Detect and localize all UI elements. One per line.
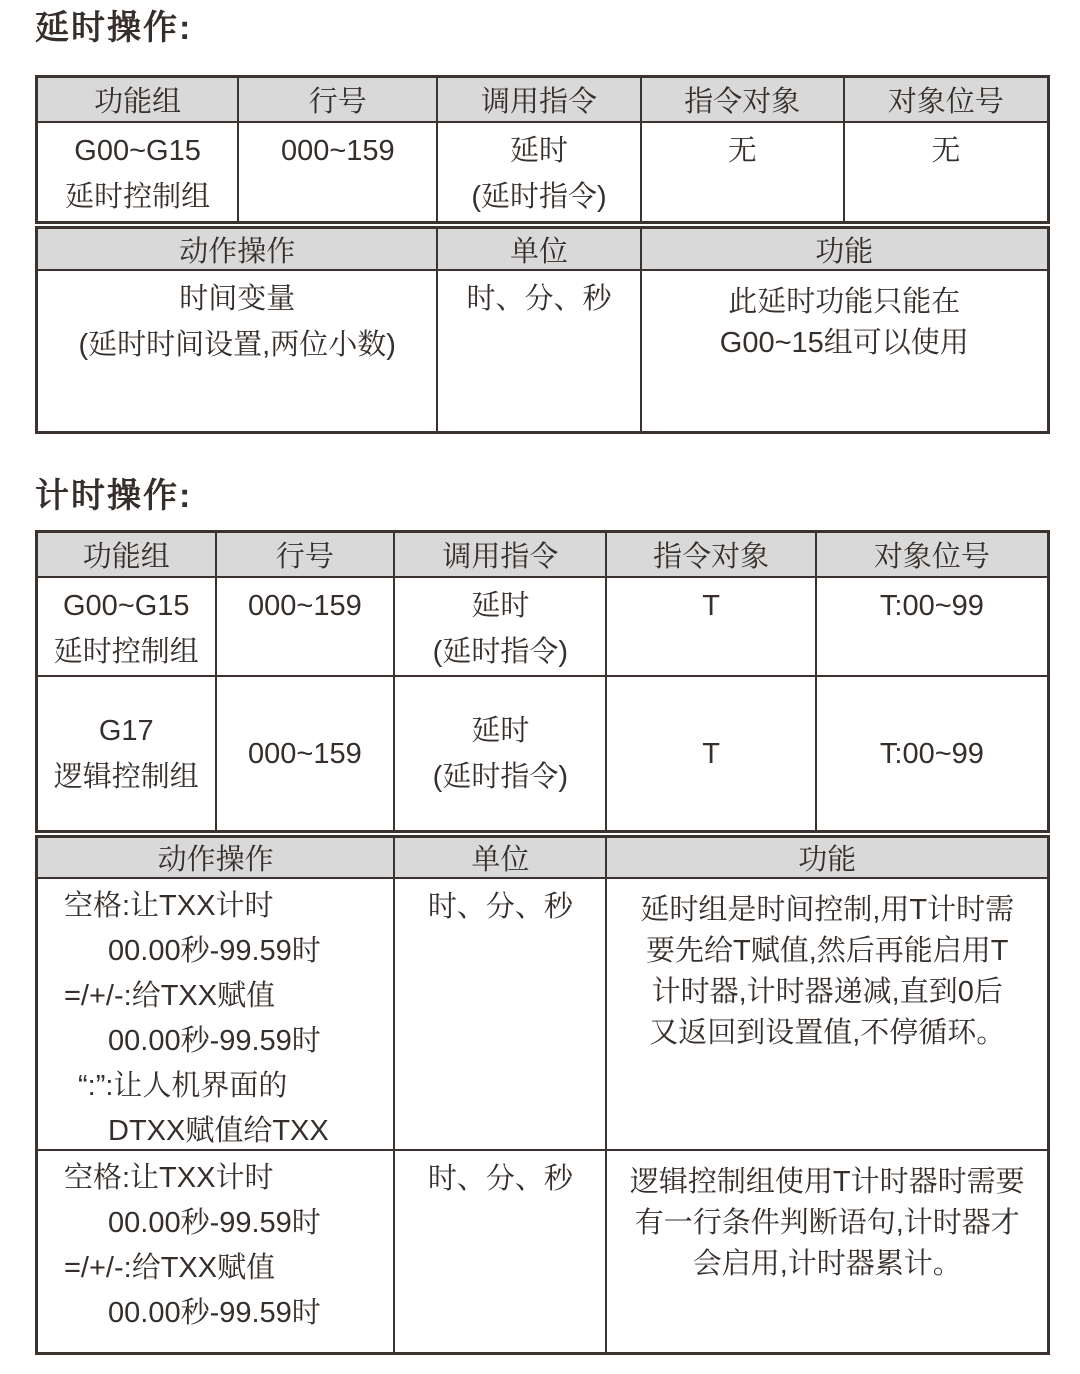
timer-detail-table	[35, 835, 1050, 1355]
delay-operation-section	[35, 6, 1050, 434]
cell-function	[607, 1151, 1047, 1352]
cell-line: =/+/-:给TXX赋值	[64, 1252, 276, 1284]
cell-object-bit: T:00~99	[817, 578, 1047, 677]
cell-instruction-object: 无	[642, 123, 845, 221]
cell-line: (延时指令)	[432, 760, 568, 793]
column-header-function: 功能	[642, 229, 1047, 271]
column-header-function-group: 功能组	[38, 533, 217, 578]
cell-line: 有一行条件判断语句,计时器才	[634, 1207, 1020, 1239]
delay-section-title: 延时操作:	[35, 9, 193, 47]
cell-line-number: 000~159	[217, 578, 396, 677]
cell-instruction-object: T	[607, 578, 816, 677]
cell-line: 空格:让TXX计时	[64, 890, 274, 922]
timer-section-title: 计时操作:	[35, 477, 193, 515]
column-header-unit: 单位	[395, 838, 607, 879]
cell-call-instruction	[395, 578, 607, 677]
cell-line: 延时控制组	[53, 636, 199, 668]
column-header-instruction-object: 指令对象	[607, 533, 816, 578]
column-header-function-group: 功能组	[38, 78, 239, 123]
delay-spec-table	[35, 75, 1050, 224]
cell-unit: 时、分、秒	[395, 1151, 607, 1352]
cell-line: 逻辑控制组使用T计时器时需要	[629, 1166, 1025, 1198]
cell-line: (延时指令)	[432, 636, 568, 668]
cell-object-bit: 无	[931, 135, 961, 167]
cell-function	[607, 879, 1047, 1151]
cell-line: (延时时间设置,两位小数)	[78, 329, 396, 361]
column-header-object-bit: 对象位号	[817, 533, 1047, 578]
cell-object-bit: T:00~99	[879, 737, 984, 770]
cell-line: 会启用,计时器累计。	[692, 1248, 962, 1280]
cell-line: 00.00秒-99.59时	[108, 1207, 321, 1239]
cell-line: =/+/-:给TXX赋值	[64, 980, 276, 1012]
timer-operation-section	[35, 474, 1050, 1355]
cell-line: (延时指令)	[471, 181, 607, 213]
column-header-line-number: 行号	[239, 78, 438, 123]
cell-line: “:”:让人机界面的	[78, 1070, 288, 1102]
cell-action	[38, 879, 395, 1151]
cell-unit: 时、分、秒	[395, 879, 607, 1151]
cell-line: 要先给T赋值,然后再能启用T	[645, 935, 1009, 967]
column-header-action: 动作操作	[38, 229, 438, 271]
cell-line: G00~G15	[74, 135, 201, 167]
cell-line: 延时控制组	[65, 181, 211, 213]
cell-call-instruction	[438, 123, 641, 221]
cell-line: 此延时功能只能在	[728, 286, 961, 318]
column-header-line-number: 行号	[217, 533, 396, 578]
cell-line: 延时组是时间控制,用T计时需	[640, 894, 1015, 926]
cell-instruction-object: T	[607, 677, 816, 830]
cell-line: G17	[98, 714, 154, 747]
cell-line: 00.00秒-99.59时	[108, 1297, 321, 1329]
cell-function-group	[38, 677, 217, 830]
cell-function-group	[38, 578, 217, 677]
cell-call-instruction	[395, 677, 607, 830]
cell-line: 时间变量	[179, 283, 296, 315]
cell-function-group	[38, 123, 239, 221]
cell-line: G00~15组可以使用	[719, 327, 969, 359]
cell-line: 空格:让TXX计时	[64, 1162, 274, 1194]
cell-line: G00~G15	[63, 590, 190, 622]
column-header-action: 动作操作	[38, 838, 395, 879]
cell-line: 延时	[509, 135, 568, 167]
column-header-object-bit: 对象位号	[845, 78, 1047, 123]
cell-function	[642, 271, 1047, 431]
column-header-unit: 单位	[438, 229, 641, 271]
cell-unit: 时、分、秒	[438, 271, 641, 431]
cell-line: 00.00秒-99.59时	[108, 935, 321, 967]
cell-action	[38, 271, 438, 431]
column-header-function: 功能	[607, 838, 1047, 879]
column-header-call-instruction: 调用指令	[438, 78, 641, 123]
cell-line: 延时	[471, 714, 530, 747]
cell-action	[38, 1151, 395, 1352]
delay-detail-table	[35, 226, 1050, 434]
cell-line: 延时	[471, 590, 530, 622]
cell-line: DTXX赋值给TXX	[108, 1115, 329, 1147]
cell-line: 又返回到设置值,不停循环。	[649, 1017, 1006, 1049]
cell-line: 逻辑控制组	[53, 760, 199, 793]
cell-line-number: 000~159	[217, 677, 396, 830]
cell-line-number: 000~159	[239, 123, 438, 221]
cell-line: 00.00秒-99.59时	[108, 1025, 321, 1057]
timer-spec-table	[35, 530, 1050, 833]
column-header-call-instruction: 调用指令	[395, 533, 607, 578]
cell-line: 计时器,计时器递减,直到0后	[651, 976, 1003, 1008]
column-header-instruction-object: 指令对象	[642, 78, 845, 123]
